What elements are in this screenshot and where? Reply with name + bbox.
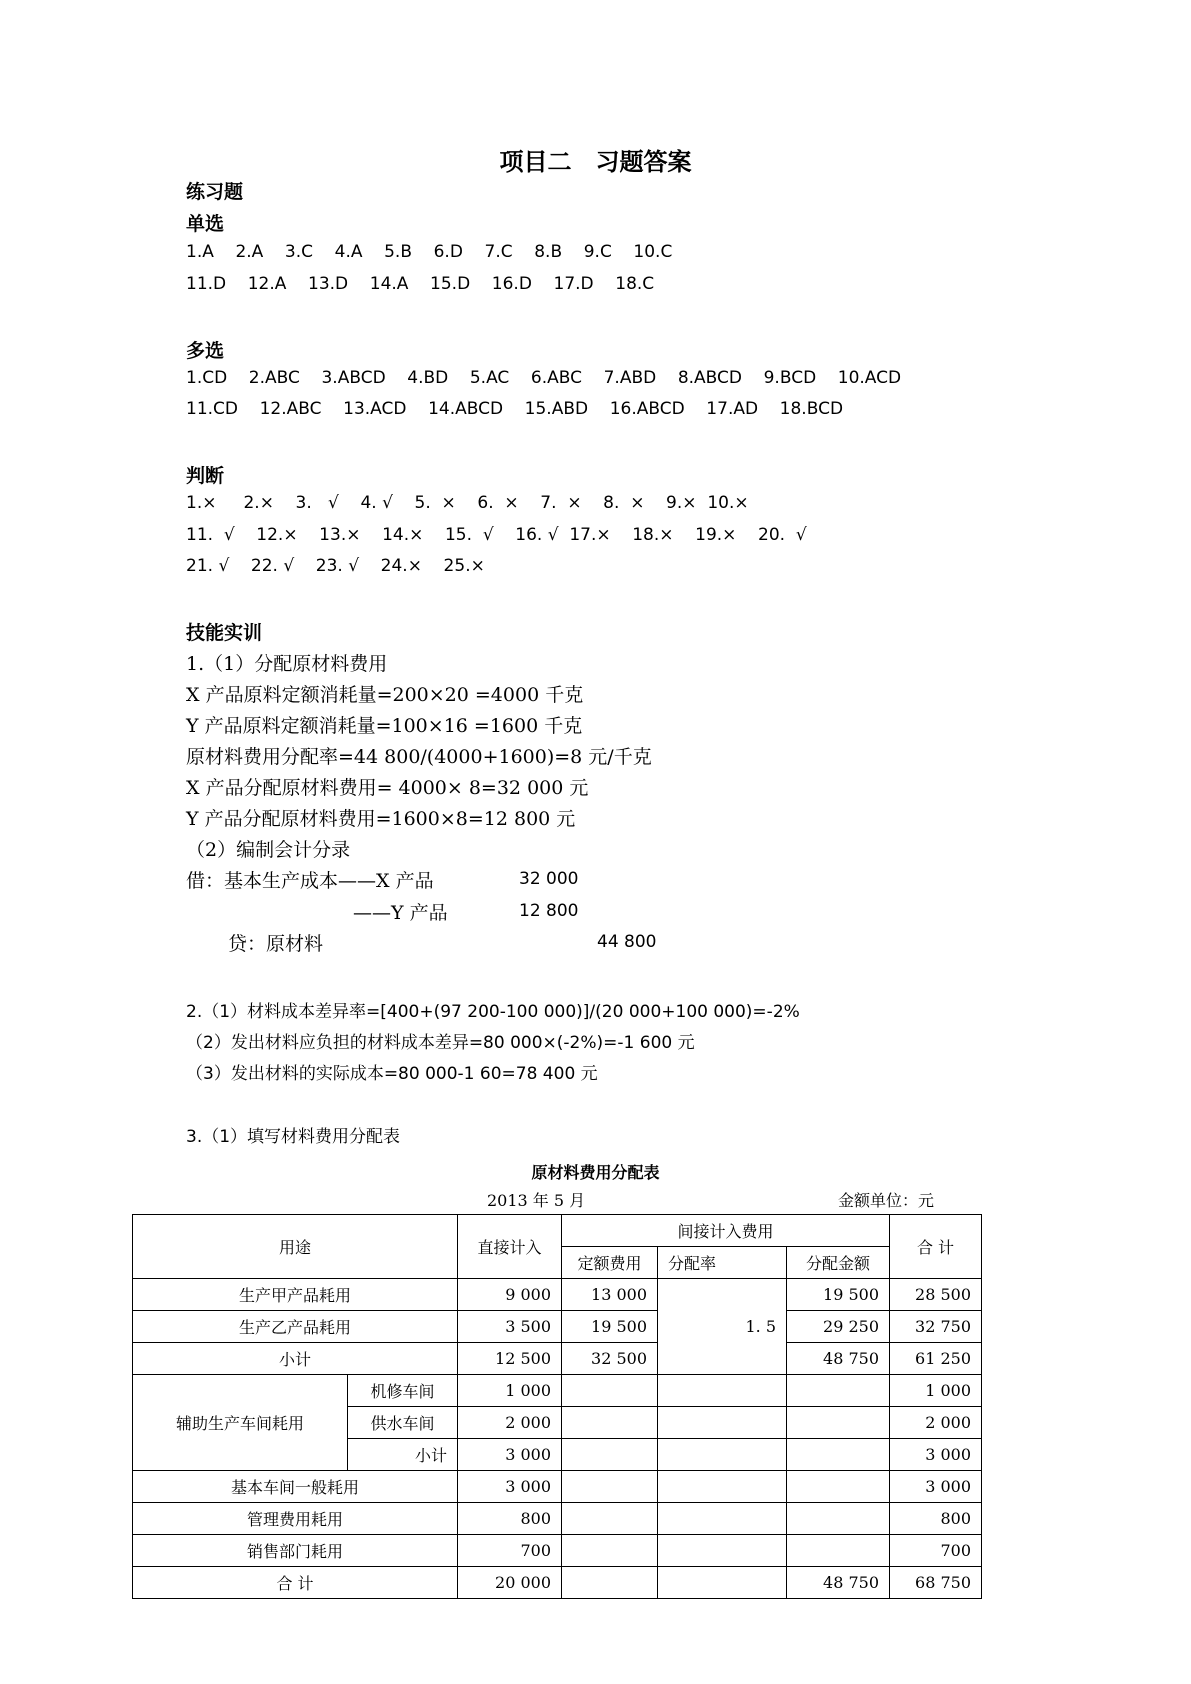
cell-quota — [562, 1503, 658, 1535]
cell-amount: 48 750 — [787, 1567, 890, 1599]
cell-total: 68 750 — [890, 1567, 982, 1599]
cell-rate — [658, 1439, 787, 1471]
cell-total: 3 000 — [890, 1439, 982, 1471]
cell-total: 61 250 — [890, 1343, 982, 1375]
cell-rate — [658, 1375, 787, 1407]
section-skills-heading: 技能实训 — [186, 622, 263, 644]
cell-total: 700 — [890, 1535, 982, 1567]
row-label: 供水车间 — [348, 1407, 458, 1439]
row-label: 管理费用耗用 — [133, 1503, 458, 1535]
multi-answers-row-1: 1.CD 2.ABC 3.ABCD 4.BD 5.AC 6.ABC 7.ABD 8.ABCD 9.BCD 10.ACD — [186, 368, 902, 388]
row-label: 生产甲产品耗用 — [133, 1279, 458, 1311]
cell-quota: 19 500 — [562, 1311, 658, 1343]
table-row — [133, 1343, 982, 1375]
header-use: 用途 — [133, 1215, 458, 1279]
cell-direct: 12 500 — [458, 1343, 562, 1375]
cell-rate — [658, 1535, 787, 1567]
journal-credit-amount: 44 800 — [597, 932, 657, 952]
cell-total: 28 500 — [890, 1279, 982, 1311]
judge-answers-row-2: 11. √ 12.× 13.× 14.× 15. √ 16. √ 17.× 18.× 19.× 20. √ — [186, 525, 807, 545]
cell-rate — [658, 1503, 787, 1535]
row-label: 生产乙产品耗用 — [133, 1311, 458, 1343]
cell-rate — [658, 1407, 787, 1439]
q3-line-1: 3.（1）填写材料费用分配表 — [186, 1127, 401, 1147]
cell-direct: 2 000 — [458, 1407, 562, 1439]
cell-quota: 32 500 — [562, 1343, 658, 1375]
q1-line-6: Y 产品分配原材料费用=1600×8=12 800 元 — [186, 808, 576, 830]
cell-total: 1 000 — [890, 1375, 982, 1407]
judge-answers-row-1: 1.× 2.× 3. √ 4. √ 5. × 6. × 7. × 8. × 9.× 10.× — [186, 493, 749, 513]
q1-line-4: 原材料费用分配率=44 800/(4000+1600)=8 元/千克 — [186, 746, 652, 768]
cell-amount — [787, 1535, 890, 1567]
cell-amount — [787, 1439, 890, 1471]
row-label: 基本车间一般耗用 — [133, 1471, 458, 1503]
section-single-heading: 单选 — [186, 213, 225, 235]
section-judge-heading: 判断 — [186, 465, 225, 487]
cell-total: 2 000 — [890, 1407, 982, 1439]
section-practice-heading: 练习题 — [186, 181, 244, 203]
table-row — [133, 1535, 982, 1567]
table-unit: 金额单位：元 — [838, 1191, 935, 1210]
header-amount: 分配金额 — [787, 1247, 890, 1279]
q2-line-2: （2）发出材料应负担的材料成本差异=80 000×(-2%)=-1 600 元 — [186, 1033, 695, 1053]
single-answers-row-1: 1.A 2.A 3.C 4.A 5.B 6.D 7.C 8.B 9.C 10.C — [186, 242, 673, 262]
allocation-table — [132, 1214, 982, 1599]
cell-direct: 3 500 — [458, 1311, 562, 1343]
journal-credit-label: 贷：原材料 — [228, 933, 324, 955]
q1-line-7: （2）编制会计分录 — [186, 839, 351, 861]
cell-amount: 19 500 — [787, 1279, 890, 1311]
cell-total: 3 000 — [890, 1471, 982, 1503]
cell-total: 32 750 — [890, 1311, 982, 1343]
row-label: 合 计 — [133, 1567, 458, 1599]
table-row — [133, 1567, 982, 1599]
cell-quota — [562, 1567, 658, 1599]
row-label: 小计 — [133, 1343, 458, 1375]
q1-line-2: X 产品原料定额消耗量=200×20 =4000 千克 — [186, 684, 584, 706]
section-multi-heading: 多选 — [186, 340, 225, 362]
aux-group-label: 辅助生产车间耗用 — [133, 1375, 348, 1471]
cell-direct: 1 000 — [458, 1375, 562, 1407]
row-label: 销售部门耗用 — [133, 1535, 458, 1567]
table-row — [133, 1503, 982, 1535]
table-row — [133, 1279, 982, 1311]
cell-amount — [787, 1375, 890, 1407]
header-total: 合 计 — [890, 1215, 982, 1279]
cell-rate: 1. 5 — [658, 1279, 787, 1375]
cell-quota — [562, 1375, 658, 1407]
journal-debit-y-amount: 12 800 — [519, 901, 579, 921]
cell-direct: 20 000 — [458, 1567, 562, 1599]
q2-line-3: （3）发出材料的实际成本=80 000-1 60=78 400 元 — [186, 1064, 598, 1084]
cell-amount — [787, 1407, 890, 1439]
journal-debit-x-label: 借：基本生产成本——X 产品 — [186, 870, 434, 892]
q1-line-3: Y 产品原料定额消耗量=100×16 =1600 千克 — [186, 715, 583, 737]
cell-amount — [787, 1471, 890, 1503]
judge-answers-row-3: 21. √ 22. √ 23. √ 24.× 25.× — [186, 556, 485, 576]
cell-quota — [562, 1439, 658, 1471]
cell-quota — [562, 1471, 658, 1503]
cell-quota — [562, 1407, 658, 1439]
cell-rate — [658, 1567, 787, 1599]
cell-quota — [562, 1535, 658, 1567]
header-rate: 分配率 — [658, 1247, 787, 1279]
row-label: 机修车间 — [348, 1375, 458, 1407]
q1-line-5: X 产品分配原材料费用= 4000× 8=32 000 元 — [186, 777, 589, 799]
table-title: 原材料费用分配表 — [531, 1163, 660, 1182]
row-label: 小计 — [348, 1439, 458, 1471]
journal-debit-x-amount: 32 000 — [519, 869, 579, 889]
cell-direct: 700 — [458, 1535, 562, 1567]
header-quota: 定额费用 — [562, 1247, 658, 1279]
cell-amount: 48 750 — [787, 1343, 890, 1375]
page-title: 项目二 习题答案 — [499, 148, 692, 176]
cell-quota: 13 000 — [562, 1279, 658, 1311]
cell-amount: 29 250 — [787, 1311, 890, 1343]
q2-line-1: 2.（1）材料成本差异率=[400+(97 200-100 000)]/(20 000+100 000)=-2% — [186, 1002, 800, 1022]
single-answers-row-2: 11.D 12.A 13.D 14.A 15.D 16.D 17.D 18.C — [186, 274, 655, 294]
multi-answers-row-2: 11.CD 12.ABC 13.ACD 14.ABCD 15.ABD 16.ABCD 17.AD 18.BCD — [186, 399, 844, 419]
table-row — [133, 1471, 982, 1503]
q1-line-1: 1.（1）分配原材料费用 — [186, 653, 388, 675]
table-row — [133, 1311, 982, 1343]
cell-direct: 3 000 — [458, 1439, 562, 1471]
header-indirect: 间接计入费用 — [562, 1215, 890, 1247]
table-date: 2013 年 5 月 — [487, 1191, 586, 1210]
cell-direct: 3 000 — [458, 1471, 562, 1503]
cell-amount — [787, 1503, 890, 1535]
table-row — [133, 1375, 982, 1407]
journal-debit-y-label: ——Y 产品 — [353, 902, 448, 924]
cell-direct: 800 — [458, 1503, 562, 1535]
cell-direct: 9 000 — [458, 1279, 562, 1311]
header-direct: 直接计入 — [458, 1215, 562, 1279]
cell-total: 800 — [890, 1503, 982, 1535]
cell-rate — [658, 1471, 787, 1503]
